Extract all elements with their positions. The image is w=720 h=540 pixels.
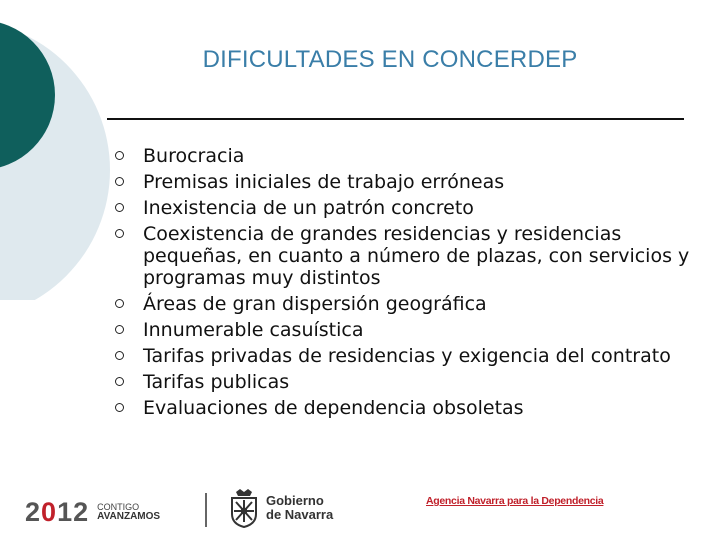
gov-name-line: de Navarra bbox=[266, 507, 334, 522]
bullet-text: Burocracia bbox=[143, 145, 245, 167]
decorative-circles bbox=[0, 0, 120, 300]
bullet-text: Innumerable casuística bbox=[143, 319, 364, 341]
government-logo bbox=[228, 488, 333, 528]
slogan-line: CONTIGO bbox=[97, 502, 140, 512]
title-divider bbox=[107, 118, 684, 120]
hollow-circle-icon bbox=[115, 299, 124, 308]
gov-name-line: Gobierno bbox=[266, 493, 324, 508]
slogan bbox=[97, 502, 160, 522]
bullet-text: Premisas iniciales de trabajo erróneas bbox=[143, 171, 505, 193]
year-digit: 0 bbox=[41, 496, 58, 527]
list-item bbox=[115, 197, 695, 219]
hollow-circle-icon bbox=[115, 403, 124, 412]
hollow-circle-icon bbox=[115, 351, 124, 360]
hollow-circle-icon bbox=[115, 229, 124, 238]
list-item bbox=[115, 345, 695, 367]
bullet-text: Áreas de gran dispersión geográfica bbox=[143, 293, 487, 315]
list-item bbox=[115, 397, 695, 419]
year-digit: 12 bbox=[57, 496, 90, 527]
footer-divider bbox=[205, 493, 207, 527]
year-logo bbox=[25, 497, 89, 528]
list-item bbox=[115, 171, 695, 193]
slogan-line: AVANZAMOS bbox=[97, 511, 161, 522]
bullet-list bbox=[115, 145, 695, 423]
list-item bbox=[115, 371, 695, 393]
list-item bbox=[115, 293, 695, 315]
list-item bbox=[115, 319, 695, 341]
anniversary-logo bbox=[25, 492, 160, 532]
hollow-circle-icon bbox=[115, 177, 124, 186]
navarra-shield-icon bbox=[228, 488, 260, 528]
agency-name: Agencia Navarra para la Dependencia bbox=[426, 495, 604, 507]
slide-title: DIFICULTADES EN CONCERDEP bbox=[202, 46, 578, 73]
hollow-circle-icon bbox=[115, 325, 124, 334]
year-digit: 2 bbox=[25, 496, 42, 527]
hollow-circle-icon bbox=[115, 203, 124, 212]
bullet-text: Evaluaciones de dependencia obsoletas bbox=[143, 397, 524, 419]
bullet-text: Tarifas privadas de residencias y exigencia del contrato bbox=[143, 345, 671, 367]
list-item bbox=[115, 223, 695, 289]
hollow-circle-icon bbox=[115, 151, 124, 160]
list-item bbox=[115, 145, 695, 167]
bullet-text: Inexistencia de un patrón concreto bbox=[143, 197, 474, 219]
bullet-text: Tarifas publicas bbox=[143, 371, 290, 393]
bullet-text: Coexistencia de grandes residencias y residencias pequeñas, en cuanto a número de plazas, con servicios y programas muy distintos bbox=[143, 223, 690, 289]
hollow-circle-icon bbox=[115, 377, 124, 386]
